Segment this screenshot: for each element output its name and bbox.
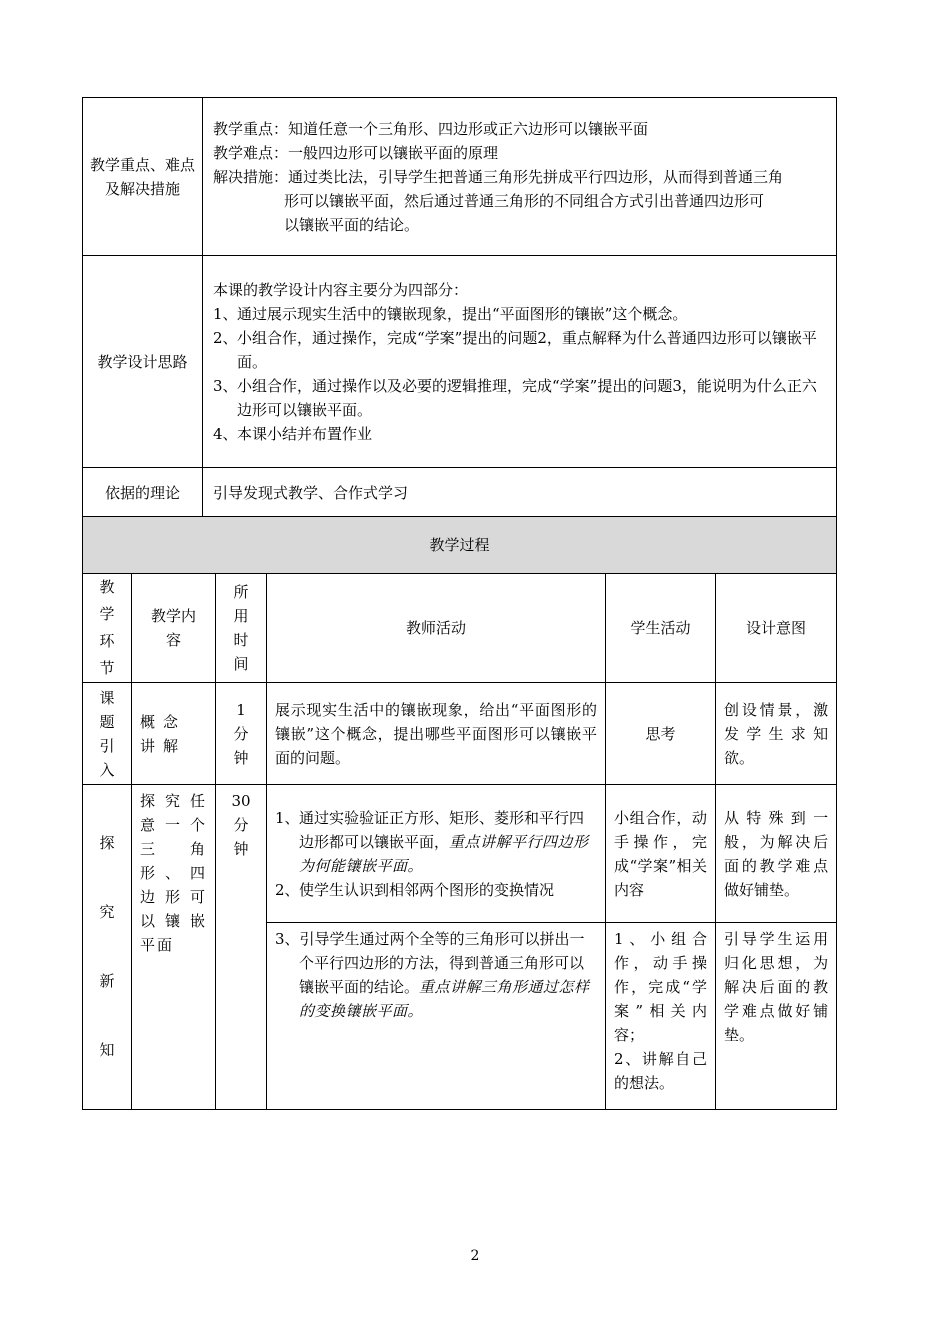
row-label-key-points: 教学重点、难点及解决措施 <box>83 98 203 256</box>
header-student: 学生活动 <box>606 574 716 683</box>
stage-intro-text: 课题引入 <box>99 688 115 779</box>
stage-explore-text: 探究新知 <box>99 834 115 1059</box>
header-intent: 设计意图 <box>716 574 837 683</box>
item-text: 小组合作，通过操作以及必要的逻辑推理，完成“学案”提出的问题3，能说明为什么正六边形可以镶嵌平面。 <box>237 376 817 419</box>
student-item-1: 1、小组合作，动手操作，完成“学案”相关内容； <box>614 930 707 1044</box>
teacher-item-2 <box>275 878 597 902</box>
item-text: 小组合作，通过操作，完成“学案”提出的问题2，重点解释为什么普通四边形可以镶嵌平面。 <box>237 328 817 371</box>
key-point-line: 教学重点：知道任意一个三角形、四边形或正六边形可以镶嵌平面 <box>213 119 649 138</box>
header-stage-text: 教学环节 <box>99 578 115 677</box>
time-30 <box>216 785 267 1110</box>
header-time <box>216 574 267 683</box>
design-intent-2a: 从特殊到一般，为解决后面的教学难点做好铺垫。 <box>716 785 837 923</box>
item-text: 本课小结并布置作业 <box>237 424 373 443</box>
teacher-item-3 <box>275 927 597 1023</box>
design-intent-1: 创设情景，激发学生求知欲。 <box>716 683 837 785</box>
item-number: 2、 <box>275 880 300 899</box>
time-30-text: 30分钟 <box>231 792 251 858</box>
table-row <box>83 468 837 518</box>
student-activity-2a: 小组合作，动手操作，完成“学案”相关内容 <box>606 785 716 923</box>
stage-intro <box>83 683 132 785</box>
item-number: 1、 <box>275 808 300 827</box>
item-handwritten-text: 重点讲解三角形通过怎样的变换镶嵌平面。 <box>299 978 590 1020</box>
row-label-design-idea: 教学设计思路 <box>83 256 203 468</box>
table-row <box>83 517 837 574</box>
key-points-content <box>203 98 837 256</box>
design-idea-content <box>203 256 837 468</box>
process-banner: 教学过程 <box>83 517 837 574</box>
table-row <box>83 683 837 785</box>
theory-content: 引导发现式教学、合作式学习 <box>203 468 837 518</box>
content-explore-text: 探究任意一个三角形、四边形可以镶嵌平面 <box>140 792 207 954</box>
row-label-theory: 依据的理论 <box>83 468 203 518</box>
table-row <box>83 256 837 468</box>
design-item <box>213 374 828 422</box>
item-text: 3、引导学生通过两个全等的三角形可以拼出一个平行四边形的方法，得到普通三角形可以镶嵌平面的结论。 <box>275 930 585 996</box>
item-text: 通过展示现实生活中的镶嵌现象，提出“平面图形的镶嵌”这个概念。 <box>237 304 688 323</box>
time-1 <box>216 683 267 785</box>
item-number: 1、 <box>213 304 238 323</box>
header-teacher: 教师活动 <box>267 574 606 683</box>
solution-line: 解决措施：通过类比法，引导学生把普通三角形先拼成平行四边形，从而得到普通三角 <box>213 167 784 186</box>
item-number: 3、 <box>213 376 238 395</box>
design-item <box>213 302 828 326</box>
teacher-activity-2b <box>267 923 606 1110</box>
design-item <box>213 326 828 374</box>
student-item-2: 2、讲解自己的想法。 <box>614 1050 707 1092</box>
teacher-activity-2a <box>267 785 606 923</box>
header-stage <box>83 574 132 683</box>
solution-line-cont: 形可以镶嵌平面，然后通过普通三角形的不同组合方式引出普通四边形可 <box>284 191 765 210</box>
item-text: 通过实验验证正方形、矩形、菱形和平行四边形都可以镶嵌平面， <box>299 808 585 851</box>
difficulty-line: 教学难点：一般四边形可以镶嵌平面的原理 <box>213 143 499 162</box>
design-intent-2b: 引导学生运用归化思想，为解决后面的教学难点做好铺垫。 <box>716 923 837 1110</box>
stage-explore <box>83 785 132 1110</box>
student-activity-1: 思考 <box>606 683 716 785</box>
table-row <box>83 98 837 256</box>
content-concept-text: 概念讲解 <box>140 712 187 755</box>
solution-line-cont: 以镶嵌平面的结论。 <box>284 215 420 234</box>
item-text: 使学生认识到相邻两个图形的变换情况 <box>299 880 555 899</box>
page-number: 2 <box>470 1248 480 1264</box>
teaching-process-table <box>82 516 837 1110</box>
teacher-activity-1: 展示现实生活中的镶嵌现象，给出“平面图形的镶嵌”这个概念，提出哪些平面图形可以镶嵌平面的问题。 <box>267 683 606 785</box>
content-explore <box>132 785 216 1110</box>
header-content <box>132 574 216 683</box>
lesson-info-table <box>82 97 837 518</box>
teacher-item-1 <box>275 806 597 878</box>
item-handwritten-text: 重点讲解平行四边形为何能镶嵌平面。 <box>299 832 589 875</box>
design-intro: 本课的教学设计内容主要分为四部分： <box>213 280 469 299</box>
header-content-text: 教学内容 <box>150 607 196 649</box>
student-activity-2b <box>606 923 716 1110</box>
time-1-text: 1分钟 <box>233 700 249 767</box>
table-row <box>83 785 837 923</box>
header-time-text: 所用时间 <box>233 583 249 673</box>
design-item <box>213 422 828 446</box>
content-concept <box>132 683 216 785</box>
item-number: 2、 <box>213 328 238 347</box>
table-header-row <box>83 574 837 683</box>
item-number: 4、 <box>213 424 238 443</box>
